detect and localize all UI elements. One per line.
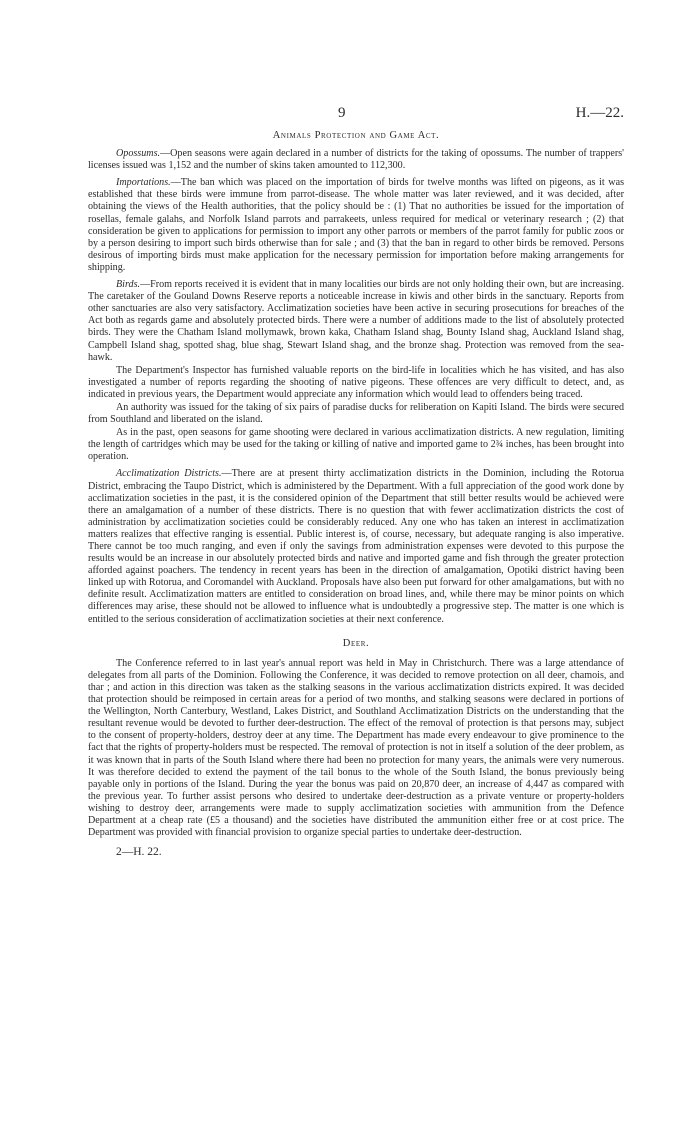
page-number: 9 (338, 105, 346, 121)
section-heading: Animals Protection and Game Act. (272, 130, 440, 141)
paragraph-text: —The ban which was placed on the importation of birds for twelve months was lifted on pigeons, as it was established that these birds were immune from parrot-disease. The whole matter was later reviewed, and it was decided, after obtaining the views of the Health authorities, that the policy should be : (1) That no authorities be issued for the importation of rosellas, female galahs, and Norfolk Island parrots and parrakeets, unless required for medical or veterinary research ; (2) that consideration be given to applications for permission to import any other parrots or members of the parrot family for public zoos or by a person desiring to import such birds otherwise than for sale ; and (3) that the ban in regard to other birds be removed. Persons desirous of importing birds must make application for the necessary permission for importation before making arrangements for shipping. (88, 177, 624, 273)
paragraph-inspector (88, 365, 624, 401)
paragraph-text: —From reports received it is evident that in many localities our birds are not only holding their own, but are increasing. The caretaker of the Gouland Downs Reserve reports a noticeable increase in kiwis and other birds in the sanctuary. Reports from other sanctuaries are also very satisfactory. Acclimatization societies have been active in securing prosecutions for breaches of the Act both as regards game and absolutely protected birds. There were a number of additions made to the list of absolutely protected birds. They were the Chatham Island mollymawk, brown kaka, Chatham Island shag, Bounty Island shag, Auckland Island shag, Campbell Island shag, spotted shag, blue shag, Stewart Island shag, and the bronze shag. Protection was removed from the sea-hawk. (88, 279, 624, 363)
run-in-heading: Opossums. (116, 148, 161, 160)
deer-heading: Deer. (342, 637, 370, 649)
paragraph-text: An authority was issued for the taking of six pairs of paradise ducks for reliberation on Kapiti Island. The birds were secured from Southland and liberated on the island. (88, 401, 624, 426)
paragraph-opossums (88, 148, 624, 172)
run-in-heading: Importations. (116, 177, 171, 189)
paragraph-text: As in the past, open seasons for game shooting were declared in various acclimatization districts. A new regulation, limiting the length of cartridges which may be used for the taking or killing of native and imported game to 2¾ inches, has been brought into operation. (88, 427, 624, 463)
paragraph-deer (88, 658, 624, 839)
run-in-heading: Acclimatization Districts. (116, 468, 222, 480)
signature-mark: 2—H. 22. (116, 846, 162, 859)
page-header (88, 104, 624, 130)
paragraph-paradise-ducks (88, 402, 624, 426)
paragraph-text: The Department's Inspector has furnished valuable reports on the bird-life in localities which he has visited, and has also investigated a number of reports regarding the shooting of native pigeons. These offences are very difficult to detect, and, as indicated in previous years, the Department would appreciate any information which would lead to offenders being traced. (88, 364, 624, 400)
paragraph-text: —There are at present thirty acclimatization districts in the Dominion, including the Rotorua District, embracing the Taupo District, which is administered by the Department. With a full appreciation of the good work done by acclimatization societies in the past, it is the considered opinion of the Department that still better results would be achieved were there an amalgamation of a number of these districts. There is no question that with fewer acclimatization districts the cost of administration by acclimatization societies could be considerably reduced. Any one who has taken an interest in acclimatization matters realizes that effective ranging is essential. Public interest is, of course, necessary, but adequate ranging is also imperative. There cannot be too much ranging, and even if only the savings from administration expenses were devoted to this purpose the results would be an increase in our absolutely protected birds and native and imported game and fish through the greater protection afforded against poachers. The tendency in recent years has been in the direction of amalgamation, Opotiki district having been linked up with Rotorua, and Coromandel with Auckland. Proposals have also been put forward for other amalgamations, but with no definite result. Acclimatization matters are entitled to consideration on broad lines, and, while there may be minor points on which differences may arise, these should not be allowed to influence what is undoubtedly a progressive step. The matter is one which is entitled to the serious consideration of acclimatization societies at their next conference. (88, 468, 625, 625)
document-page (88, 104, 624, 859)
paragraph-game-shooting (88, 427, 624, 463)
paragraph-birds (88, 279, 624, 364)
paragraph-text: —Open seasons were again declared in a number of districts for the taking of opossums. The number of trappers' licenses issued was 1,152 and the number of skins taken amounted to 112,300. (88, 148, 624, 172)
run-in-heading: Birds. (116, 279, 141, 291)
paragraph-importations (88, 177, 624, 274)
paragraph-text: The Conference referred to in last year's annual report was held in May in Christchurch. There was a large attendance of delegates from all parts of the Dominion. Following the Conference, it was decided to remove protection on all deer, chamois, and thar ; and action in this direction was taken as the stalking seasons in the various acclimatization districts expired. It was decided that protection should be reimposed in certain areas for a period of two months, and stalking seasons were declared in portions of the Wellington, North Canterbury, Westland, Lakes District, and Southland Acclimatization Districts on the understanding that the resultant revenue would be devoted to further deer-destruction. The effect of the removal of protection is that persons may, subject to the consent of property-holders, destroy deer at any time. The Department has made every endeavour to give prominence to the fact that the rights of property-holders must be respected. The removal of protection is not in itself a solution of the deer problem, as it was known that in parts of the South Island where there had been no protection for many years, the animals were very numerous. It was therefore decided to extend the payment of the tail bonus to the whole of the South Island, the bonus previously being payable only in portions of the Island. During the year the bonus was paid on 20,870 deer, an increase of 4,447 as compared with the previous year. To further assist persons who desired to undertake deer-destruction as a private venture or property-holders wishing to destroy deer, arrangements were made to supply acclimatization societies with ammunition from the Defence Department at a cheap rate (£5 a thousand) and the societies have distributed the ammunition either free or at cost price. The Department was provided with financial provision to organize special parties to undertake deer-destruction. (88, 657, 624, 839)
paragraph-acclimatization-districts (88, 468, 624, 625)
paper-reference: H.—22. (575, 105, 624, 121)
